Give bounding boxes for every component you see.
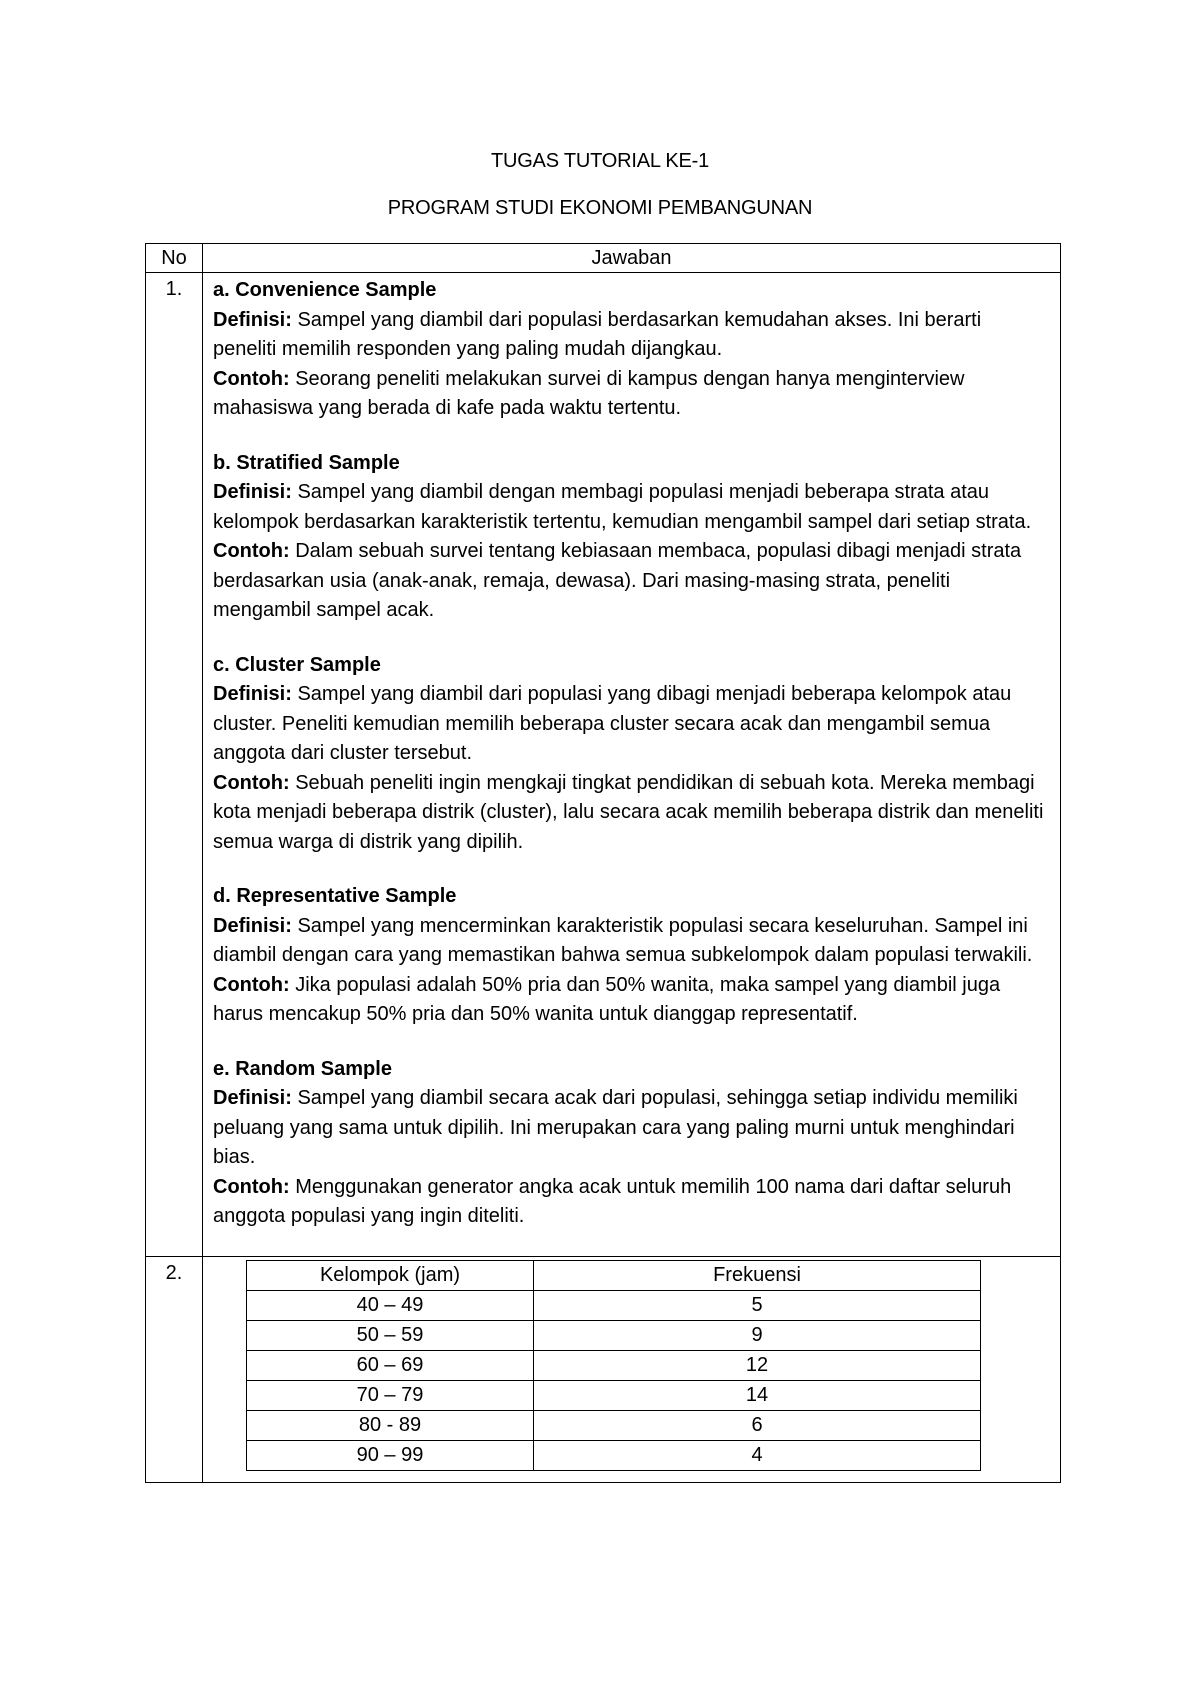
- freq-row: [247, 1440, 981, 1470]
- sample-item: [213, 449, 1050, 626]
- freq-row: [247, 1320, 981, 1350]
- item-label: c. Cluster Sample: [213, 653, 381, 676]
- header-no: No: [146, 244, 203, 273]
- item-label: a. Convenience Sample: [213, 279, 437, 301]
- freq-header-row: [247, 1260, 981, 1290]
- sample-item: [213, 882, 1050, 1030]
- header-answer: Jawaban: [203, 244, 1061, 273]
- table-header-row: [146, 244, 1061, 273]
- item-definition: Definisi: Sampel yang diambil dari populasi yang dibagi menjadi beberapa kelompok atau cluster. Peneliti kemudian memilih beberapa cluster secara acak dan mengambil semua anggota dari cluster tersebut.: [213, 683, 1012, 764]
- freq-row: [247, 1410, 981, 1440]
- sample-item: [213, 1055, 1050, 1232]
- freq-group: 80 - 89: [247, 1410, 534, 1440]
- freq-header-frequency: Frekuensi: [534, 1260, 981, 1290]
- item-label: e. Random Sample: [213, 1057, 392, 1080]
- freq-value: 4: [534, 1440, 981, 1470]
- freq-group: 60 – 69: [247, 1350, 534, 1380]
- item-example: Contoh: Jika populasi adalah 50% pria dan 50% wanita, maka sampel yang diambil juga harus mencakup 50% pria dan 50% wanita untuk dianggap representatif.: [213, 973, 1001, 1025]
- freq-row: [247, 1380, 981, 1410]
- item-example: Contoh: Dalam sebuah survei tentang kebiasaan membaca, populasi dibagi menjadi strata berdasarkan usia (anak-anak, remaja, dewasa). Dari masing-masing strata, peneliti mengambil sampel acak.: [213, 540, 1022, 621]
- freq-group: 90 – 99: [247, 1440, 534, 1470]
- freq-value: 14: [534, 1380, 981, 1410]
- item-definition: Definisi: Sampel yang diambil secara acak dari populasi, sehingga setiap individu memiliki peluang yang sama untuk dipilih. Ini merupakan cara yang paling murni untuk menghindari bias.: [213, 1087, 1018, 1168]
- frequency-cell: [203, 1256, 1061, 1482]
- item-definition: Definisi: Sampel yang diambil dari populasi berdasarkan kemudahan akses. Ini berarti peneliti memilih responden yang paling mudah dijangkau.: [213, 308, 982, 360]
- freq-value: 6: [534, 1410, 981, 1440]
- freq-row: [247, 1290, 981, 1320]
- item-example: Contoh: Menggunakan generator angka acak untuk memilih 100 nama dari daftar seluruh anggota populasi yang ingin diteliti.: [213, 1175, 1012, 1227]
- table-row: [146, 1256, 1061, 1482]
- sample-item: [213, 276, 1050, 424]
- item-example: Contoh: Sebuah peneliti ingin mengkaji tingkat pendidikan di sebuah kota. Mereka membagi kota menjadi beberapa distrik (cluster), lalu secara acak memilih beberapa distrik dan meneliti semua warga di distrik yang dipilih.: [213, 771, 1044, 853]
- freq-value: 12: [534, 1350, 981, 1380]
- freq-row: [247, 1350, 981, 1380]
- row-number: 1.: [146, 273, 203, 1257]
- item-definition: Definisi: Sampel yang diambil dengan membagi populasi menjadi beberapa strata atau kelompok berdasarkan karakteristik tertentu, kemudian mengambil sampel dari setiap strata.: [213, 481, 1032, 533]
- table-row: [146, 273, 1061, 1257]
- document-subtitle: PROGRAM STUDI EKONOMI PEMBANGUNAN: [387, 197, 813, 219]
- freq-value: 9: [534, 1320, 981, 1350]
- item-example: Contoh: Seorang peneliti melakukan survei di kampus dengan hanya menginterview mahasiswa yang berada di kafe pada waktu tertentu.: [213, 367, 965, 419]
- freq-group: 50 – 59: [247, 1320, 534, 1350]
- item-definition: Definisi: Sampel yang mencerminkan karakteristik populasi secara keseluruhan. Sampel ini diambil dengan cara yang memastikan bahwa semua subkelompok dalam populasi terwakili.: [213, 914, 1033, 966]
- freq-group: 40 – 49: [247, 1290, 534, 1320]
- answer-cell: [203, 273, 1061, 1257]
- answer-table: [145, 243, 1061, 1483]
- freq-group: 70 – 79: [247, 1380, 534, 1410]
- frequency-table: [246, 1260, 981, 1471]
- item-label: b. Stratified Sample: [213, 451, 400, 474]
- freq-value: 5: [534, 1290, 981, 1320]
- row-number: 2.: [146, 1256, 203, 1482]
- freq-header-group: Kelompok (jam): [247, 1260, 534, 1290]
- sample-item: [213, 651, 1050, 858]
- item-label: d. Representative Sample: [213, 885, 457, 907]
- document-title: TUGAS TUTORIAL KE-1: [490, 150, 710, 172]
